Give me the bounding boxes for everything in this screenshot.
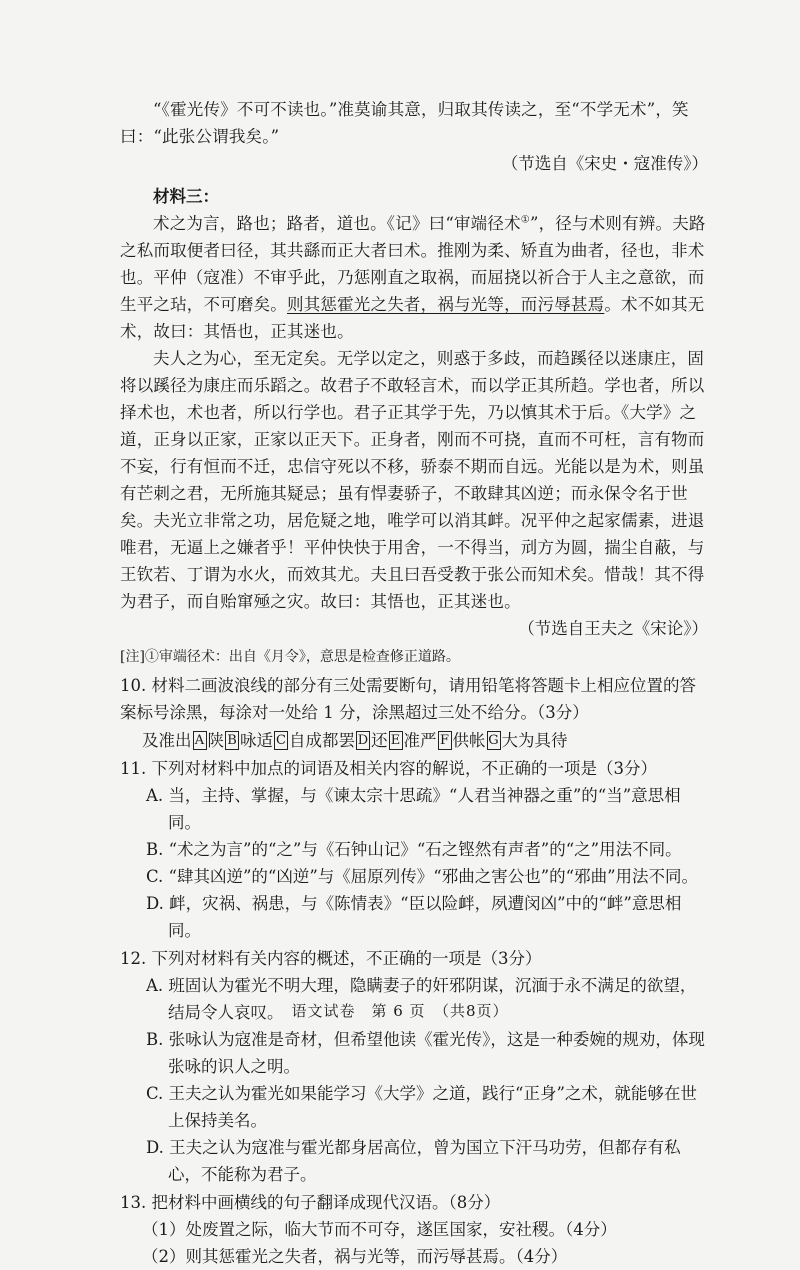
question-11-option-c[interactable]: C. “肆其凶逆”的“凶逆”与《屈原列传》“邪曲之害公也”的“邪曲”用法不同。 <box>146 867 699 886</box>
answer-box-a[interactable]: A <box>193 731 207 750</box>
answer-box-g[interactable]: G <box>488 733 499 748</box>
segment-text: 陕 <box>207 731 224 750</box>
question-11-option-a[interactable]: A. 当，主持、掌握，与《谏太宗十思疏》“人君当神器之重”的“当”意思相同。 <box>146 786 681 832</box>
answer-box-b[interactable]: B <box>225 731 239 750</box>
segment-text: 咏适 <box>240 731 273 750</box>
question-12-option-b[interactable]: B. 张咏认为寇准是奇材，但希望他读《霍光传》，这是一种委婉的规劝，体现张咏的识人之明。 <box>146 1030 705 1076</box>
question-12-option-c[interactable]: C. 王夫之认为霍光如果能学习《大学》之道，践行“正身”之术，就能够在世上保持美名。 <box>146 1084 697 1130</box>
p1-text-b: ”，径与术则有辨。夫路之私而取便者曰径，其共繇而正大者曰术。推刚为柔、矫直为曲者，径也，非术也。平仲（寇准）不审乎此，乃惩刚直之取祸，而屈挠以祈合于人主之意欲，而生平之玷，不可磨矣。 <box>120 214 706 314</box>
question-12-option-d[interactable]: D. 王夫之认为寇准与霍光都身居高位，曾为国立下汗马功劳，但都存有私心，不能称为君子。 <box>146 1138 681 1184</box>
question-10-stem: 10. 材料二画波浪线的部分有三处需要断句，请用铅笔将答题卡上相应位置的答案标号涂黑，每涂对一处给 1 分，涂黑超过三处不给分。（3分） <box>120 676 696 722</box>
p1-text-c: 。术不如其无术，故曰：其悟也，正其迷也。 <box>120 295 705 341</box>
page-footer: 语文试卷 第 6 页 （共8页） <box>291 1002 509 1020</box>
footnote-marker: ① <box>520 214 530 226</box>
question-11-option-b[interactable]: B. “术之为言”的“之”与《石钟山记》“石之铿然有声者”的“之”用法不同。 <box>146 840 682 859</box>
question-13-item-1: （1）处废置之际，临大节而不可夺，遂匡国家，安社稷。（4分） <box>142 1220 617 1239</box>
material2-ending: “《霍光传》不可不读也。”准莫谕其意，归取其传读之，至“不学无术”，笑曰：“此张公谓我矣。” <box>120 100 689 146</box>
material3-title: 材料三： <box>153 187 219 206</box>
segment-text: 供帐 <box>452 731 486 750</box>
material2-source: （节选自《宋史・寇准传》） <box>501 154 708 173</box>
question-13-item-2: （2）则其惩霍光之失者，祸与光等，而污辱甚焉。（4分） <box>142 1247 568 1266</box>
answer-box-e[interactable]: E <box>389 731 403 750</box>
material3-paragraph-2: 夫人之为心，至无定矣。无学以定之，则惑于多歧，而趋蹊径以迷康庄，固将以蹊径为康庄而乐蹈之。故君子不敢轻言术，而以学正其所趋。学也者，所以择术也，术也者，所以行学也。君子正其学于先，乃以慎其术于后。《大学》之道，正身以正家，正家以正天下。正身者，刚而不可挠，直而不可枉，言有物而不妄，行有恒而不迁，忠信守死以不移，骄泰不期而自远。光能以是为术，则虽有芒刺之君，无所施其疑忌；虽有悍妻骄子，不敢肆其凶逆；而永保令名于世矣。夫光立非常之功，居危疑之地，唯学可以消其衅。况平仲之起家儒素，进退唯君，无逼上之嫌者乎！平仲快快于用舍，一不得当，刓方为圆，揣尘自蔽，与王钦若、丁谓为水火，而效其尤。夫且曰吾受教于张公而知术矣。惜哉！其不得为君子，而自贻窜殛之灾。故曰：其悟也，正其迷也。 <box>120 349 705 611</box>
segment-text: 准严 <box>403 731 437 750</box>
question-11-stem: 11. 下列对材料中加点的词语及相关内容的解说，不正确的一项是（3分） <box>120 759 657 778</box>
question-10-segments <box>120 726 708 754</box>
question-13-stem: 13. 把材料中画横线的句子翻译成现代汉语。（8分） <box>120 1193 501 1212</box>
footnote: [注]①审端径术：出自《月令》，意思是检查修正道路。 <box>120 649 460 665</box>
segment-text: 还 <box>371 731 388 750</box>
segment-text: 大为具待 <box>501 731 568 750</box>
p1-text-a: 术之为言，路也；路者，道也。《记》曰“审端径术 <box>153 214 521 233</box>
underlined-sentence: 则其惩霍光之失者，祸与光等，而污辱甚焉 <box>287 295 605 314</box>
answer-box-d[interactable]: D <box>357 733 369 748</box>
question-12-stem: 12. 下列对材料有关内容的概述，不正确的一项是（3分） <box>120 949 542 968</box>
segment-text: 自成都罢 <box>289 731 355 750</box>
answer-box-f[interactable]: F <box>438 731 452 750</box>
question-11-option-d[interactable]: D. 衅，灾祸、祸患，与《陈情表》“臣以险衅，夙遭闵凶”中的“衅”意思相同。 <box>146 894 682 940</box>
segment-prefix: 及准出 <box>142 731 192 750</box>
question-12-option-a[interactable]: A. 班固认为霍光不明大理，隐瞒妻子的奸邪阴谋，沉湎于永不满足的欲望，结局令人哀叹。 <box>146 976 697 1022</box>
material3-source: （节选自王夫之《宋论》） <box>518 619 708 638</box>
answer-box-c[interactable]: C <box>274 731 288 750</box>
material3-paragraph-1 <box>120 210 708 345</box>
